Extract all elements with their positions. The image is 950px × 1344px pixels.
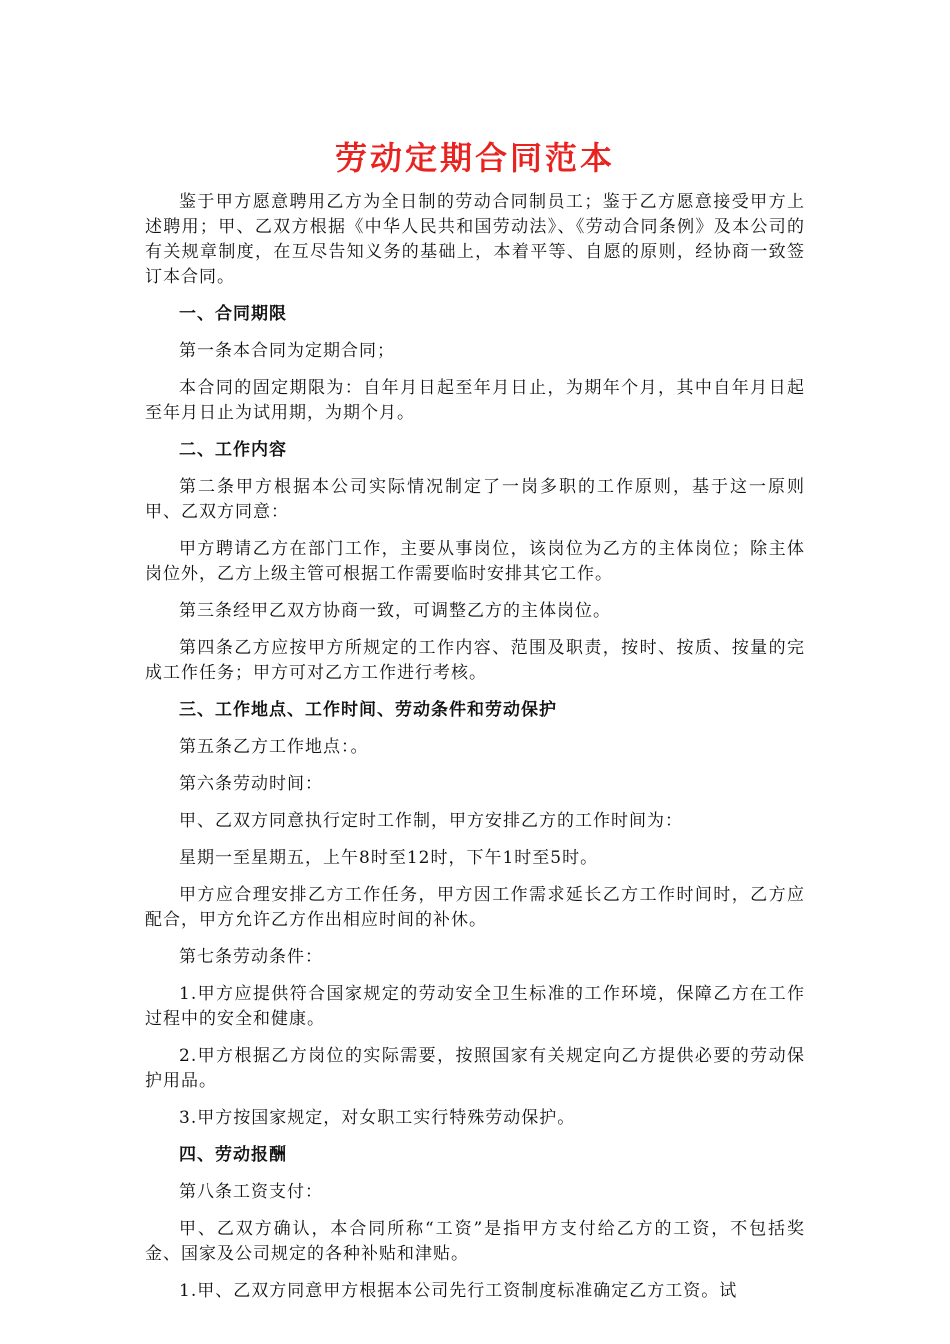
paragraph: 第四条乙方应按甲方所规定的工作内容、范围及职责，按时、按质、按量的完成工作任务；甲方可对乙方工作进行考核。	[145, 638, 805, 683]
section-heading: 四、劳动报酬	[179, 1145, 287, 1165]
paragraph: 1.甲、乙双方同意甲方根据本公司先行工资制度标准确定乙方工资。试	[179, 1281, 738, 1301]
paragraph: 甲方应合理安排乙方工作任务，甲方因工作需求延长乙方工作时间时，乙方应配合，甲方允许乙方作出相应时间的补休。	[145, 885, 805, 930]
paragraph: 本合同的固定期限为：自年月日起至年月日止，为期年个月，其中自年月日起至年月日止为试用期，为期个月。	[145, 378, 805, 423]
paragraph: 星期一至星期五，上午8时至12时，下午1时至5时。	[179, 848, 599, 868]
section-heading: 三、工作地点、工作时间、劳动条件和劳动保护	[179, 700, 557, 720]
paragraph: 2.甲方根据乙方岗位的实际需要，按照国家有关规定向乙方提供必要的劳动保护用品。	[145, 1046, 805, 1091]
paragraph: 第二条甲方根据本公司实际情况制定了一岗多职的工作原则，基于这一原则甲、乙双方同意：	[145, 477, 805, 522]
paragraph: 甲方聘请乙方在部门工作，主要从事岗位，该岗位为乙方的主体岗位；除主体岗位外，乙方上级主管可根据工作需要临时安排其它工作。	[145, 539, 805, 584]
paragraph: 第八条工资支付：	[179, 1182, 323, 1202]
document-body	[145, 190, 805, 1316]
document-title: 劳动定期合同范本	[334, 139, 615, 177]
paragraph: 甲、乙双方确认，本合同所称“工资”是指甲方支付给乙方的工资，不包括奖金、国家及公司规定的各种补贴和津贴。	[145, 1219, 805, 1264]
paragraph: 鉴于甲方愿意聘用乙方为全日制的劳动合同制员工；鉴于乙方愿意接受甲方上述聘用；甲、乙双方根据《中华人民共和国劳动法》、《劳动合同条例》及本公司的有关规章制度，在互尽告知义务的基础上，本着平等、自愿的原则，经协商一致签订本合同。	[145, 192, 805, 287]
section-heading: 一、合同期限	[179, 304, 287, 324]
paragraph: 甲、乙双方同意执行定时工作制，甲方安排乙方的工作时间为：	[179, 811, 683, 831]
paragraph: 第五条乙方工作地点：。	[179, 737, 369, 757]
paragraph: 3.甲方按国家规定，对女职工实行特殊劳动保护。	[179, 1108, 576, 1128]
paragraph: 1.甲方应提供符合国家规定的劳动安全卫生标准的工作环境，保障乙方在工作过程中的安全和健康。	[145, 984, 805, 1029]
paragraph: 第一条本合同为定期合同；	[179, 341, 395, 361]
paragraph: 第七条劳动条件：	[179, 947, 323, 967]
section-heading: 二、工作内容	[179, 440, 287, 460]
paragraph: 第六条劳动时间：	[179, 774, 323, 794]
paragraph: 第三条经甲乙双方协商一致，可调整乙方的主体岗位。	[179, 601, 611, 621]
